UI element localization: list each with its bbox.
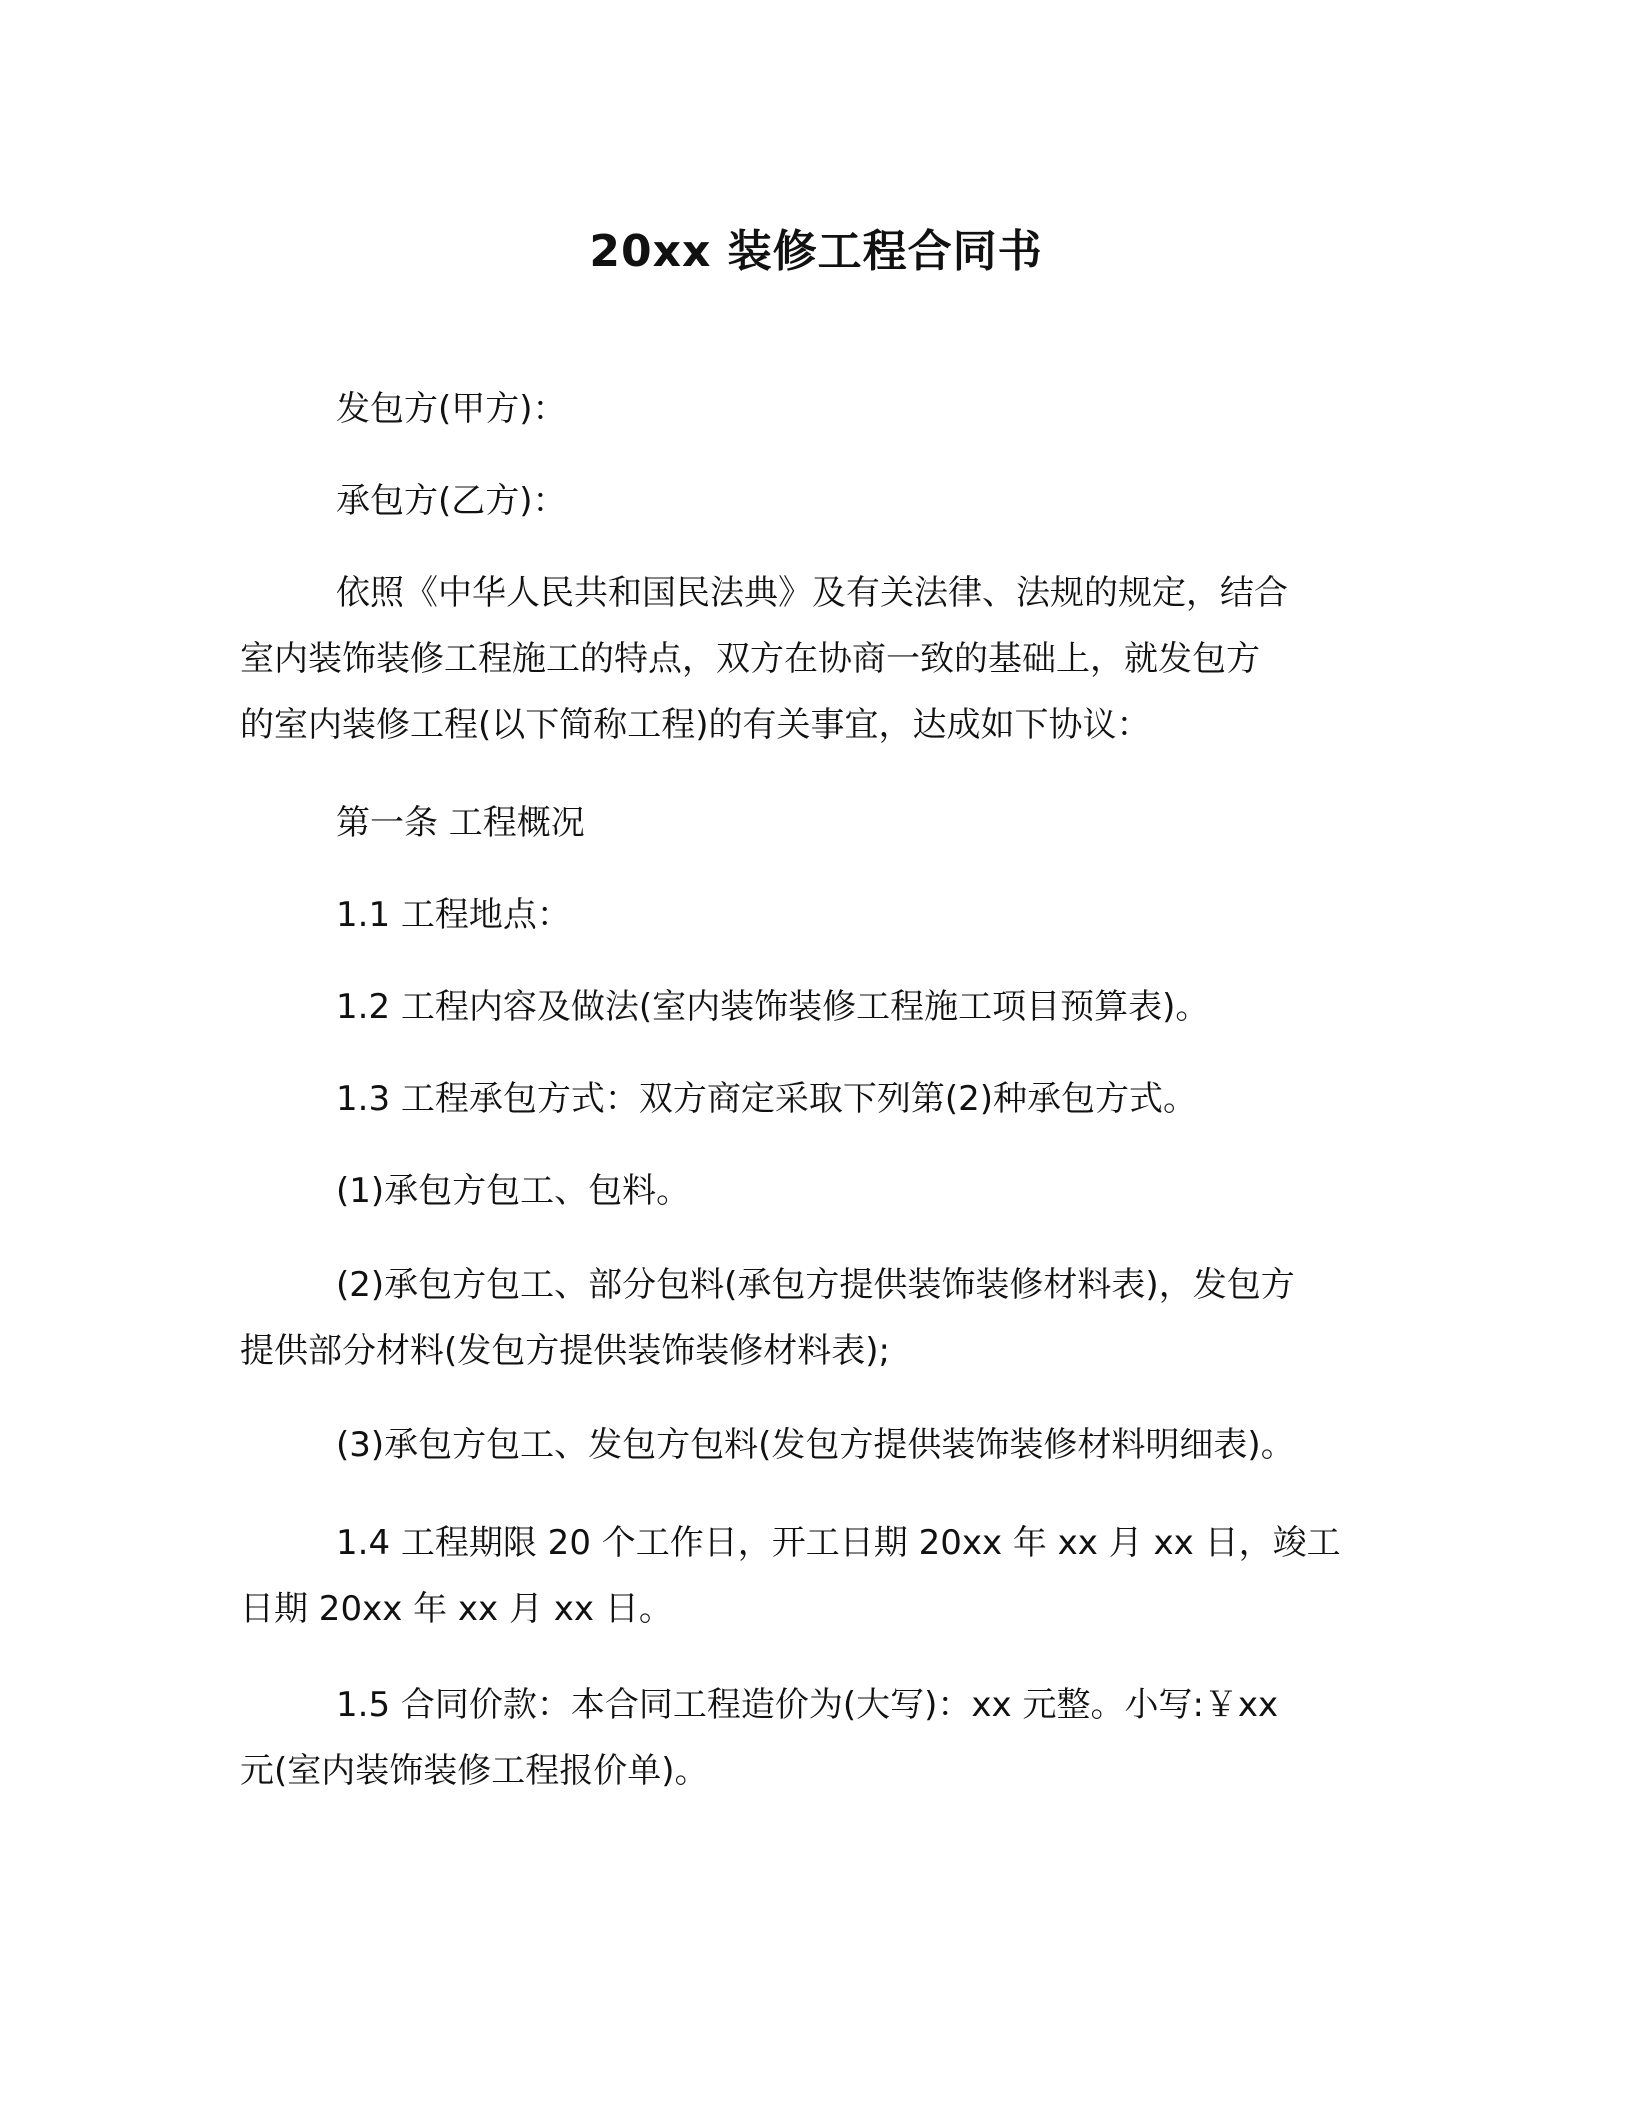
option-2-line-1: (2)承包方包工、部分包料(承包方提供装饰装修材料表)，发包方 xyxy=(336,1265,1295,1305)
item-1-3: 1.3 工程承包方式：双方商定采取下列第(2)种承包方式。 xyxy=(336,1079,1198,1119)
intro-paragraph xyxy=(240,560,1392,758)
intro-line-1: 依照《中华人民共和国民法典》及有关法律、法规的规定，结合 xyxy=(336,573,1288,613)
item-1-4-line-1: 1.4 工程期限 20 个工作日，开工日期 20xx 年 xx 月 xx 日，竣工 xyxy=(336,1523,1341,1563)
item-1-5-line-2: 元(室内装饰装修工程报价单)。 xyxy=(240,1751,709,1791)
item-1-4 xyxy=(240,1510,1392,1642)
option-2 xyxy=(240,1252,1392,1384)
party-b-line: 承包方(乙方)： xyxy=(336,481,567,521)
option-3: (3)承包方包工、发包方包料(发包方提供装饰装修材料明细表)。 xyxy=(336,1425,1295,1465)
intro-line-3: 的室内装修工程(以下简称工程)的有关事宜，达成如下协议： xyxy=(240,705,1151,745)
item-1-5-line-1: 1.5 合同价款：本合同工程造价为(大写)：xx 元整。小写:￥xx xyxy=(336,1685,1279,1725)
article-1-heading: 第一条 工程概况 xyxy=(336,803,585,843)
item-1-2: 1.2 工程内容及做法(室内装饰装修工程施工项目预算表)。 xyxy=(336,987,1210,1027)
document-title: 20xx 装修工程合同书 xyxy=(589,226,1043,277)
party-a-line: 发包方(甲方)： xyxy=(336,389,567,429)
item-1-1: 1.1 工程地点： xyxy=(336,895,571,935)
option-2-line-2: 提供部分材料(发包方提供装饰装修材料表); xyxy=(240,1331,890,1371)
intro-line-2: 室内装饰装修工程施工的特点，双方在协商一致的基础上，就发包方 xyxy=(240,639,1260,679)
item-1-4-line-2: 日期 20xx 年 xx 月 xx 日。 xyxy=(240,1589,673,1629)
item-1-5 xyxy=(240,1672,1392,1804)
option-1: (1)承包方包工、包料。 xyxy=(336,1171,691,1211)
